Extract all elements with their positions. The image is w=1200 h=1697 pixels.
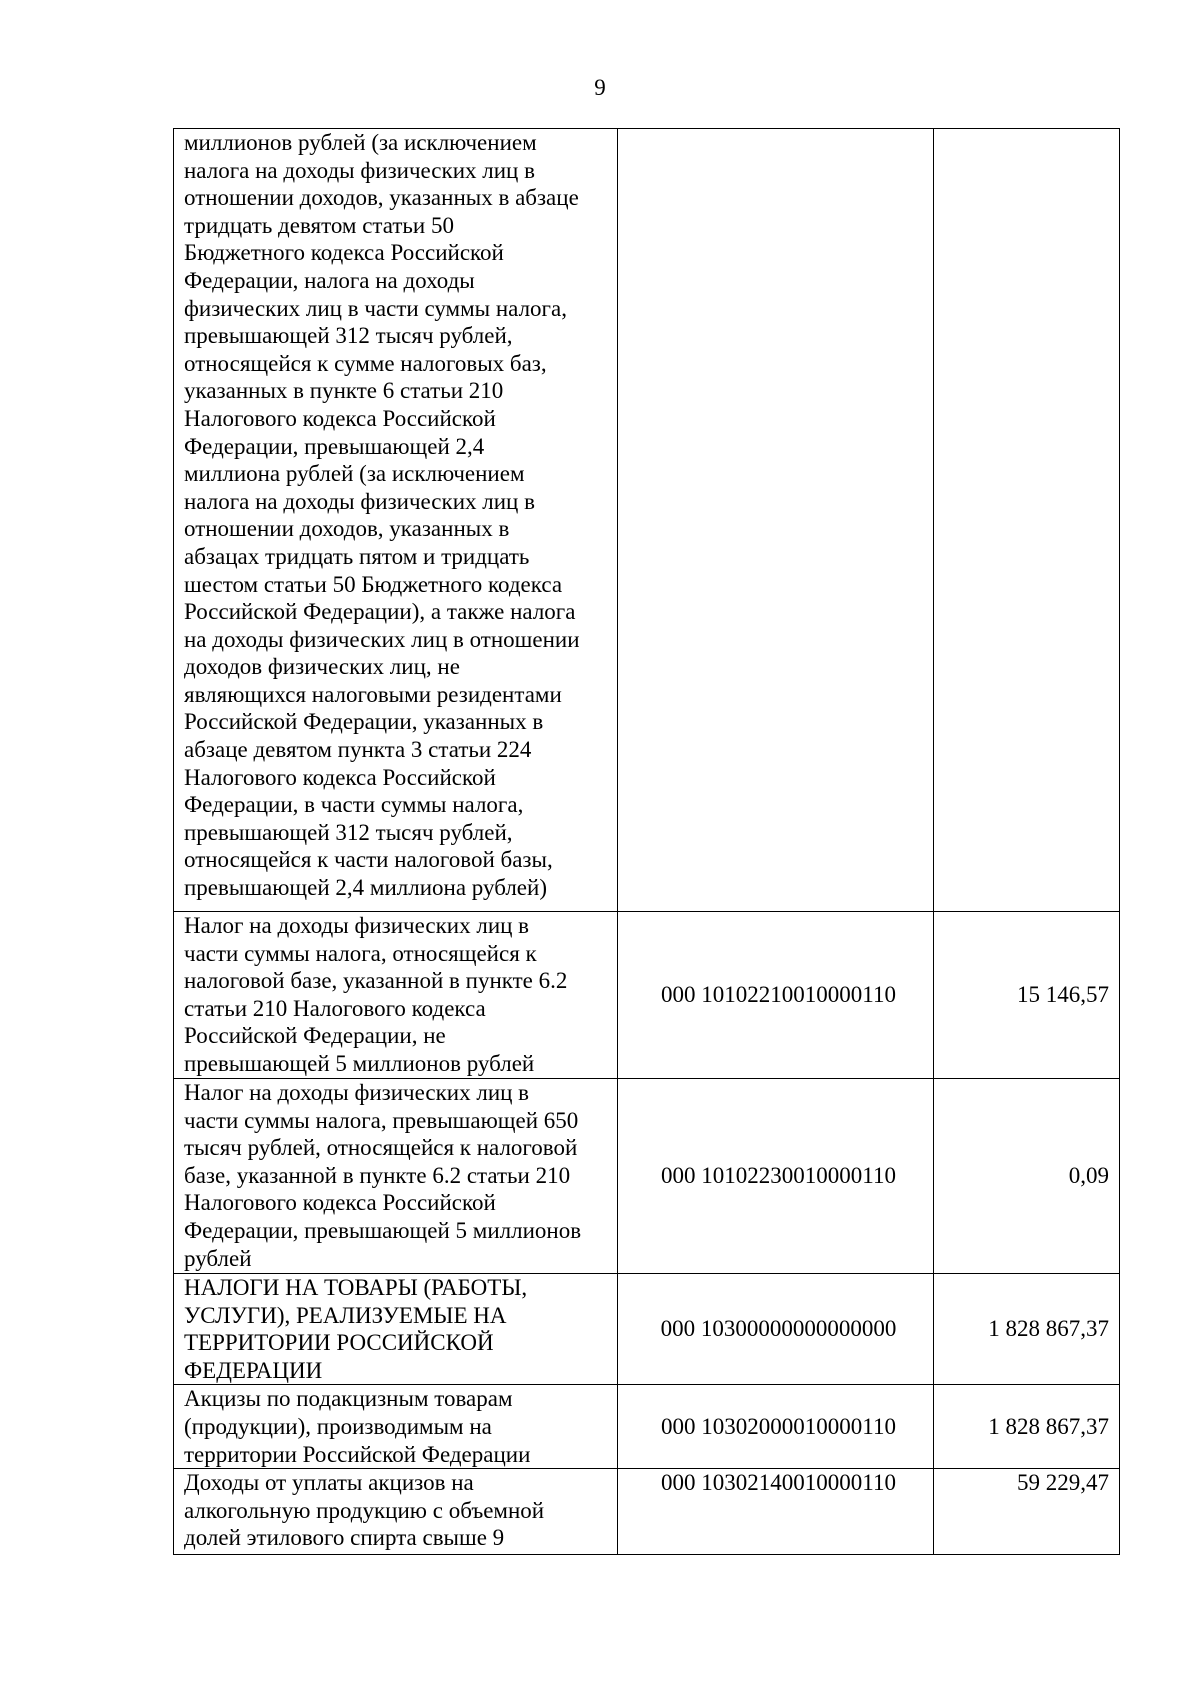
revenue-name-line: доходов физических лиц, не: [184, 654, 460, 680]
revenue-name-line: базе, указанной в пункте 6.2 статьи 210: [184, 1162, 571, 1188]
revenue-name-line: налоговой базе, указанной в пункте 6.2: [184, 968, 568, 994]
budget-revenue-table: [173, 128, 1120, 1555]
amount-cell: 15 146,57: [934, 912, 1120, 1079]
revenue-name-line: Федерации, превышающей 2,4: [184, 433, 485, 459]
revenue-name-line: отношении доходов, указанных в: [184, 516, 510, 542]
revenue-name-cell: [174, 1274, 618, 1385]
revenue-name-line: тридцать девятом статьи 50: [184, 212, 454, 238]
table-row: [174, 1079, 1120, 1274]
revenue-name-line: Федерации, в части суммы налога,: [184, 792, 524, 818]
revenue-name-line: ФЕДЕРАЦИИ: [184, 1357, 323, 1383]
revenue-name-line: Налогового кодекса Российской: [184, 764, 496, 790]
revenue-name-line: относящейся к сумме налоговых баз,: [184, 350, 547, 376]
revenue-name-line: Федерации, налога на доходы: [184, 267, 475, 293]
table-row: [174, 1385, 1120, 1469]
budget-classification-code-cell: [618, 129, 934, 912]
budget-classification-code-cell: 000 10302140010000110: [618, 1469, 934, 1555]
revenue-name-line: территории Российской Федерации: [184, 1441, 531, 1467]
revenue-name-line: части суммы налога, относящейся к: [184, 940, 537, 966]
revenue-name-line: превышающей 312 тысяч рублей,: [184, 323, 513, 349]
revenue-name-line: шестом статьи 50 Бюджетного кодекса: [184, 571, 563, 597]
revenue-name-line: абзаце девятом пункта 3 статьи 224: [184, 737, 532, 763]
revenue-name-cell: [174, 912, 618, 1079]
amount-cell: 1 828 867,37: [934, 1385, 1120, 1469]
revenue-name-line: налога на доходы физических лиц в: [184, 488, 535, 514]
revenue-name-line: алкогольную продукцию с объемной: [184, 1497, 545, 1523]
amount-cell: 1 828 867,37: [934, 1274, 1120, 1385]
budget-classification-code-cell: 000 10102230010000110: [618, 1079, 934, 1274]
table-row: [174, 129, 1120, 912]
budget-classification-code-cell: 000 10102210010000110: [618, 912, 934, 1079]
revenue-name-line: миллиона рублей (за исключением: [184, 461, 525, 487]
amount-cell: 59 229,47: [934, 1469, 1120, 1555]
revenue-name-line: миллионов рублей (за исключением: [184, 130, 537, 155]
table-row: [174, 1469, 1120, 1555]
revenue-name-line: налога на доходы физических лиц в: [184, 157, 535, 183]
revenue-name-line: (продукции), производимым на: [184, 1413, 492, 1439]
revenue-name-cell: [174, 1385, 618, 1469]
budget-classification-code-cell: 000 10300000000000000: [618, 1274, 934, 1385]
revenue-name-line: превышающей 2,4 миллиона рублей): [184, 875, 547, 901]
amount-cell: [934, 129, 1120, 912]
table-body: [174, 129, 1120, 1555]
table-row: [174, 1274, 1120, 1385]
revenue-name-line: Российской Федерации, указанных в: [184, 709, 544, 735]
revenue-name-line: НАЛОГИ НА ТОВАРЫ (РАБОТЫ,: [184, 1275, 528, 1300]
revenue-name-line: Налогового кодекса Российской: [184, 1190, 496, 1216]
revenue-name-line: на доходы физических лиц в отношении: [184, 626, 580, 652]
revenue-name-line: ТЕРРИТОРИИ РОССИЙСКОЙ: [184, 1330, 494, 1356]
table-row: [174, 912, 1120, 1079]
revenue-name-line: указанных в пункте 6 статьи 210: [184, 378, 504, 404]
revenue-name-line: физических лиц в части суммы налога,: [184, 295, 567, 321]
revenue-name-cell: [174, 129, 618, 912]
revenue-name-line: являющихся налоговыми резидентами: [184, 681, 562, 707]
revenue-name-line: Акцизы по подакцизным товарам: [184, 1386, 513, 1412]
revenue-name-line: превышающей 5 миллионов рублей: [184, 1050, 535, 1076]
budget-classification-code-cell: 000 10302000010000110: [618, 1385, 934, 1469]
revenue-name-line: тысяч рублей, относящейся к налоговой: [184, 1135, 578, 1161]
revenue-name-line: Российской Федерации, не: [184, 1023, 446, 1049]
revenue-name-line: УСЛУГИ), РЕАЛИЗУЕМЫЕ НА: [184, 1302, 507, 1328]
revenue-name-line: Налог на доходы физических лиц в: [184, 913, 530, 938]
page-number: 9: [594, 75, 606, 100]
amount-cell: 0,09: [934, 1079, 1120, 1274]
revenue-name-cell: [174, 1469, 618, 1555]
revenue-name-cell: [174, 1079, 618, 1274]
revenue-name-line: отношении доходов, указанных в абзаце: [184, 185, 579, 211]
revenue-name-line: Налогового кодекса Российской: [184, 405, 496, 431]
revenue-name-line: Российской Федерации), а также налога: [184, 599, 576, 625]
revenue-name-line: части суммы налога, превышающей 650: [184, 1107, 579, 1133]
revenue-name-line: абзацах тридцать пятом и тридцать: [184, 543, 530, 569]
revenue-name-line: долей этилового спирта свыше 9: [184, 1525, 505, 1551]
revenue-name-line: статьи 210 Налогового кодекса: [184, 995, 486, 1021]
revenue-name-line: превышающей 312 тысяч рублей,: [184, 819, 513, 845]
revenue-name-line: Бюджетного кодекса Российской: [184, 240, 504, 266]
revenue-name-line: Федерации, превышающей 5 миллионов: [184, 1217, 582, 1243]
revenue-name-line: рублей: [184, 1245, 252, 1271]
revenue-name-line: Налог на доходы физических лиц в: [184, 1080, 530, 1105]
revenue-name-line: относящейся к части налоговой базы,: [184, 847, 553, 873]
revenue-name-line: Доходы от уплаты акцизов на: [184, 1470, 474, 1496]
